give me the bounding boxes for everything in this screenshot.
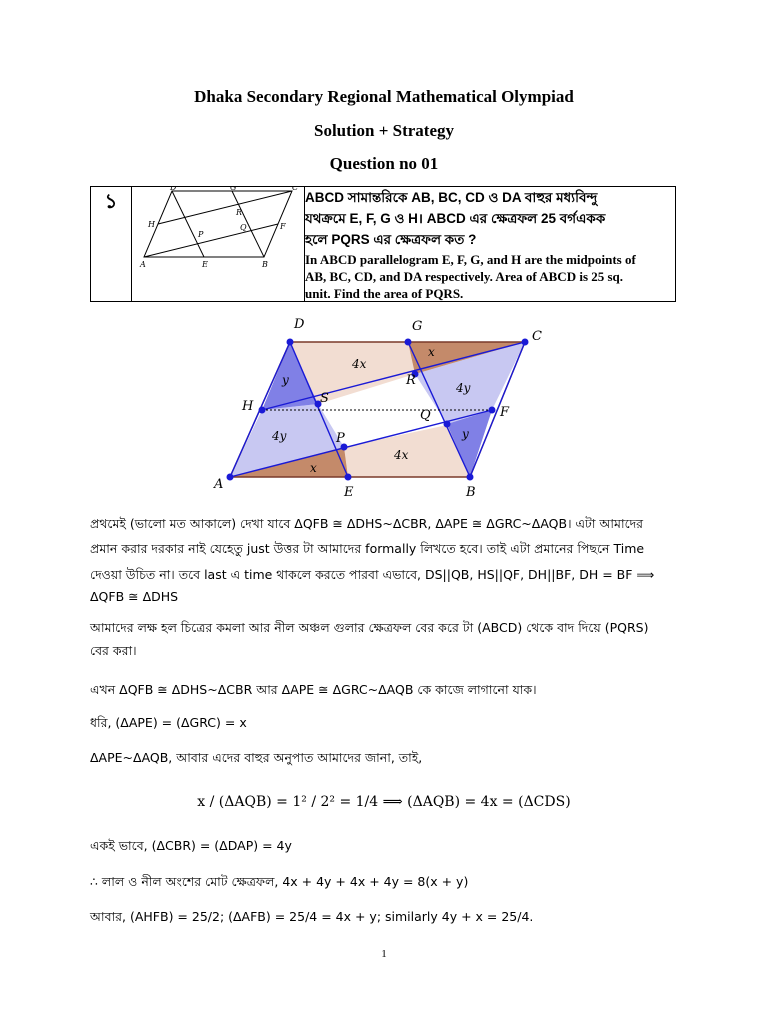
question-heading: Question no 01	[329, 154, 439, 173]
label-r: R	[406, 373, 416, 388]
question-number: ১	[104, 189, 118, 213]
body-line-3: দেওয়া উচিত না। তবে last এ time থাকলে করতে পারবা এভাবে, DS||QB, HS||QF, DH||BF, DH = BF ⟹	[90, 567, 655, 582]
label-h: H	[242, 399, 254, 414]
body-line-11: ∴ লাল ও নীল অংশের মোট ক্ষেত্রফল, 4x + 4y + 4x + 4y = 8(x + y)	[90, 874, 469, 889]
body-line-8: ধরি, (ΔAPE) = (ΔGRC) = x	[90, 715, 247, 730]
region-label-top-big: 4x	[352, 357, 367, 371]
label-p: P	[336, 431, 345, 446]
small-label-r: R	[236, 208, 243, 217]
page-number: 1	[381, 948, 387, 960]
label-a: A	[214, 477, 224, 492]
region-label-bottom-small: x	[310, 461, 317, 475]
small-label-a: A	[140, 260, 146, 269]
label-d: D	[294, 317, 305, 332]
small-parallelogram-figure	[132, 187, 304, 295]
label-e: E	[344, 485, 354, 500]
question-english-line-1: In ABCD parallelogram E, F, G, and H are the midpoints of	[305, 252, 636, 267]
document-title: Dhaka Secondary Regional Mathematical Olympiad	[194, 87, 574, 106]
body-line-10: একই ভাবে, (ΔCBR) = (ΔDAP) = 4y	[90, 838, 292, 853]
small-label-h: H	[148, 220, 155, 229]
region-label-right-big: 4y	[456, 381, 471, 395]
small-label-p: P	[198, 230, 204, 239]
question-text-cell	[305, 187, 676, 302]
body-line-1: প্রথমেই (ভালো মত আকালে) দেখা যাবে ΔQFB ≅ ΔDHS~ΔCBR, ΔAPE ≅ ΔGRC~ΔAQB। এটা আমাদের	[90, 516, 644, 531]
label-s: S	[320, 391, 329, 406]
label-q: Q	[420, 408, 431, 423]
small-label-d: D	[170, 187, 177, 192]
small-label-g: G	[230, 187, 237, 192]
body-line-6: বের করা।	[90, 643, 137, 658]
small-label-e: E	[202, 260, 208, 269]
question-figure-cell	[132, 187, 305, 302]
label-f: F	[500, 405, 510, 420]
question-number-cell	[91, 187, 132, 302]
main-geometry-figure	[200, 312, 560, 502]
region-label-left-small: y	[282, 373, 289, 387]
region-label-right-small: y	[462, 427, 469, 441]
question-english-line-3: unit. Find the area of PQRS.	[305, 286, 464, 301]
question-bengali-line-2: যথক্রমে E, F, G ও H। ABCD এর ক্ষেত্রফল 25 বর্গএকক	[305, 211, 606, 226]
body-line-2: প্রমান করার দরকার নাই যেহেতু just উত্তর টা আমাদের formally লিখতে হবে। তাই এটা প্রমানের পিছনে Time	[90, 541, 645, 556]
question-english-line-2: AB, BC, CD, and DA respectively. Area of ABCD is 25 sq.	[305, 269, 624, 284]
small-label-q: Q	[240, 223, 247, 232]
question-bengali-line-3: হলে PQRS এর ক্ষেত্রফল কত ?	[305, 232, 477, 247]
question-bengali-line-1: ABCD সামান্তরিকে AB, BC, CD ও DA বাহুর মধ্যবিন্দু	[305, 190, 598, 205]
question-table	[90, 186, 676, 302]
region-label-left-big: 4y	[272, 429, 287, 443]
body-line-5: আমাদের লক্ষ হল চিত্রের কমলা আর নীল অঞ্চল গুলার ক্ষেত্রফল বের করে টা (ABCD) থেকে বাদ দিয়ে (PQRS)	[90, 620, 649, 635]
body-line-12: আবার, (AHFB) = 25/2; (ΔAFB) = 25/4 = 4x + y; similarly 4y + x = 25/4.	[90, 909, 534, 924]
region-label-top-small: x	[428, 345, 435, 359]
label-g: G	[412, 319, 423, 334]
label-c: C	[532, 329, 542, 344]
small-label-c: C	[292, 187, 299, 192]
label-b: B	[466, 485, 476, 500]
body-line-9: ΔAPE~ΔAQB, আবার এদের বাহুর অনুপাত আমাদের জানা, তাই,	[90, 750, 423, 765]
body-line-7: এখন ΔQFB ≅ ΔDHS~ΔCBR আর ΔAPE ≅ ΔGRC~ΔAQB কে কাজে লাগানো যাক।	[90, 682, 537, 697]
body-line-4: ΔQFB ≅ ΔDHS	[90, 589, 179, 604]
equation-ratio: x / (ΔAQB) = 1² / 2² = 1/4 ⟹ (ΔAQB) = 4x = (ΔCDS)	[197, 794, 571, 810]
document-subtitle: Solution + Strategy	[313, 121, 455, 140]
small-label-b: B	[262, 260, 268, 269]
region-label-bottom-big: 4x	[394, 448, 409, 462]
small-label-f: F	[280, 222, 286, 231]
